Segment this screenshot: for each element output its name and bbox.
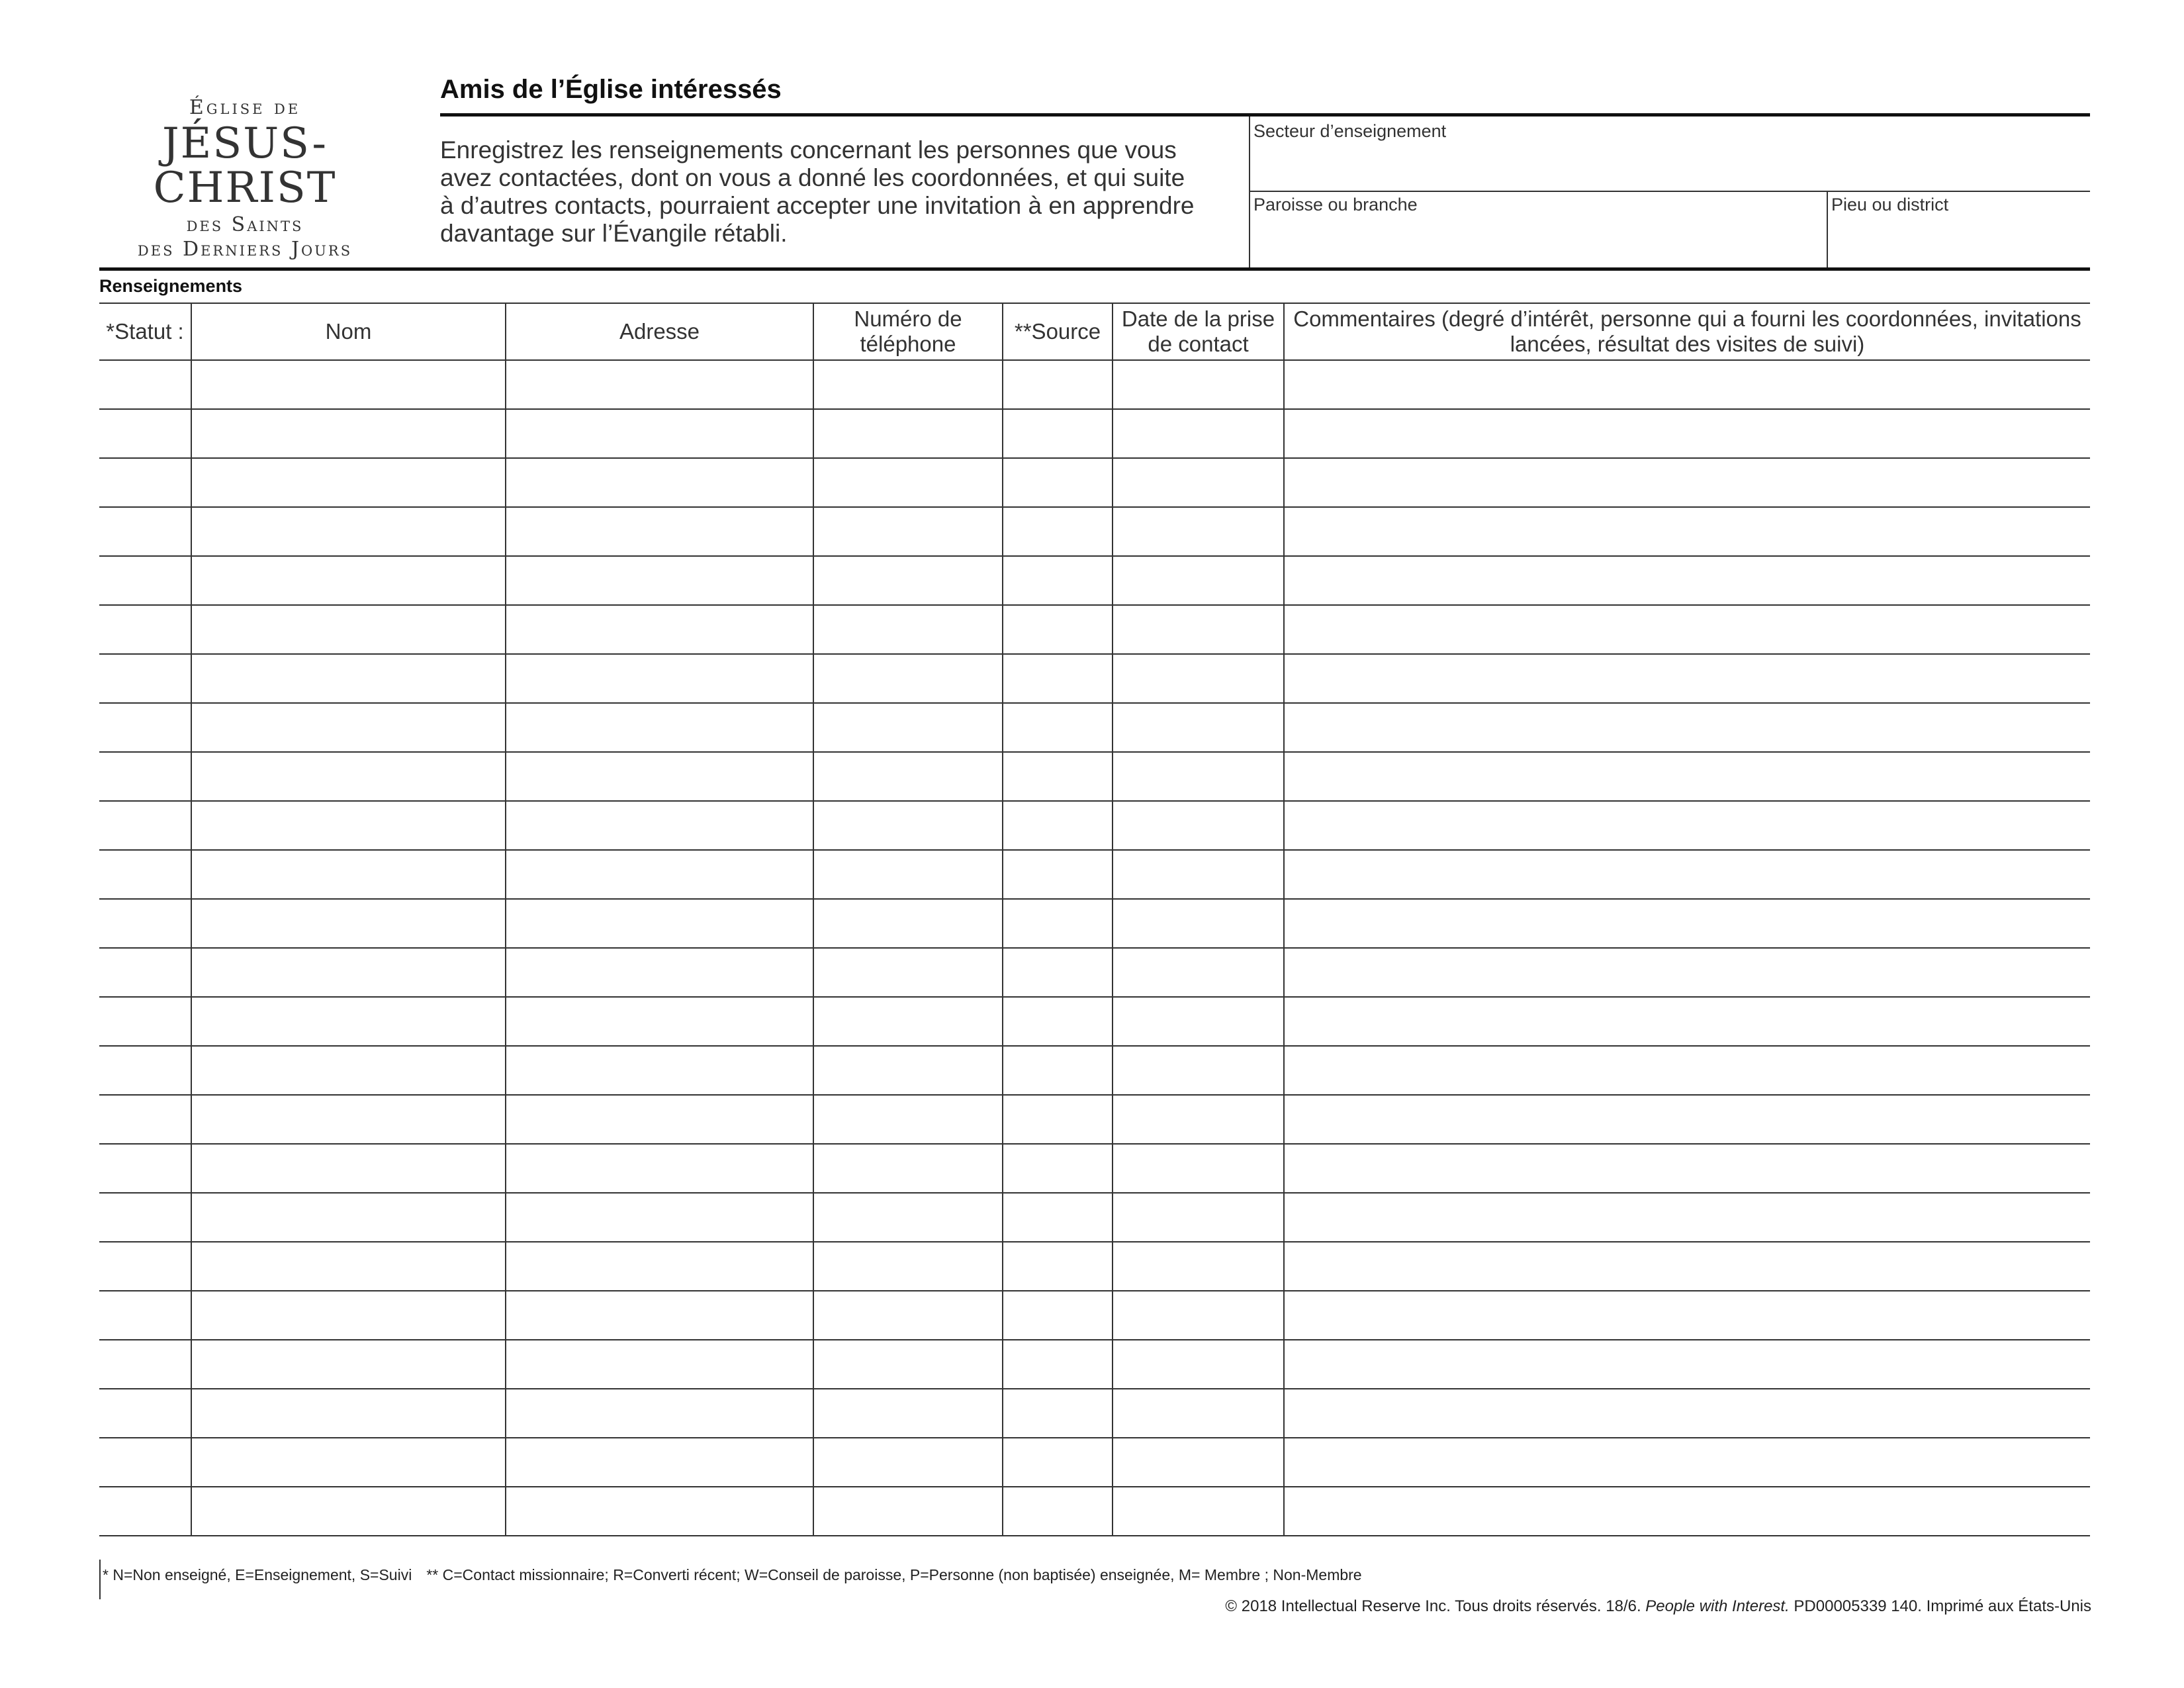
stake-district-field[interactable] bbox=[1831, 216, 2088, 266]
cell-status[interactable] bbox=[99, 1291, 191, 1340]
table-row bbox=[99, 1193, 2090, 1242]
contacts-table bbox=[99, 303, 2090, 1536]
col-name: Nom bbox=[191, 303, 506, 360]
cell-phone[interactable] bbox=[813, 556, 1003, 605]
cell-contact-date[interactable] bbox=[1113, 899, 1284, 948]
cell-status[interactable] bbox=[99, 1144, 191, 1193]
table-row bbox=[99, 1340, 2090, 1389]
cell-contact-date[interactable] bbox=[1113, 1340, 1284, 1389]
logo-line-3: des Saints bbox=[186, 213, 304, 237]
cell-source[interactable] bbox=[1003, 752, 1113, 801]
cell-contact-date[interactable] bbox=[1113, 458, 1284, 507]
cell-phone[interactable] bbox=[813, 703, 1003, 752]
cell-source[interactable] bbox=[1003, 1340, 1113, 1389]
cell-address[interactable] bbox=[506, 654, 813, 703]
cell-comments[interactable] bbox=[1284, 1144, 2090, 1193]
cell-comments[interactable] bbox=[1284, 997, 2090, 1046]
cell-name[interactable] bbox=[191, 360, 506, 409]
col-source: **Source bbox=[1003, 303, 1113, 360]
cell-contact-date[interactable] bbox=[1113, 654, 1284, 703]
cell-contact-date[interactable] bbox=[1113, 556, 1284, 605]
table-row bbox=[99, 997, 2090, 1046]
cell-phone[interactable] bbox=[813, 948, 1003, 997]
cell-address[interactable] bbox=[506, 850, 813, 899]
col-phone: Numéro de téléphone bbox=[813, 303, 1003, 360]
table-row bbox=[99, 1487, 2090, 1536]
cell-name[interactable] bbox=[191, 556, 506, 605]
cell-source[interactable] bbox=[1003, 948, 1113, 997]
cell-status[interactable] bbox=[99, 1046, 191, 1095]
cell-phone[interactable] bbox=[813, 654, 1003, 703]
cell-comments[interactable] bbox=[1284, 948, 2090, 997]
col-contact-date: Date de la prise de contact bbox=[1113, 303, 1284, 360]
fields-divider bbox=[1249, 117, 1250, 269]
cell-comments[interactable] bbox=[1284, 801, 2090, 850]
cell-source[interactable] bbox=[1003, 360, 1113, 409]
cell-name[interactable] bbox=[191, 997, 506, 1046]
cell-status[interactable] bbox=[99, 654, 191, 703]
cell-contact-date[interactable] bbox=[1113, 1046, 1284, 1095]
cell-source[interactable] bbox=[1003, 899, 1113, 948]
cell-contact-date[interactable] bbox=[1113, 1487, 1284, 1536]
intro-line: avez contactées, dont on vous a donné les coordonnées, et qui suite bbox=[440, 164, 1185, 191]
logo-line-4: des Derniers Jours bbox=[137, 238, 353, 261]
intro-line: davantage sur l’Évangile rétabli. bbox=[440, 220, 788, 247]
cell-name[interactable] bbox=[191, 1340, 506, 1389]
cell-name[interactable] bbox=[191, 1144, 506, 1193]
cell-address[interactable] bbox=[506, 997, 813, 1046]
cell-source[interactable] bbox=[1003, 1438, 1113, 1487]
table-row bbox=[99, 948, 2090, 997]
table-row bbox=[99, 360, 2090, 409]
cell-status[interactable] bbox=[99, 1340, 191, 1389]
col-status: *Statut : bbox=[99, 303, 191, 360]
fields-separator bbox=[1249, 191, 2090, 192]
cell-name[interactable] bbox=[191, 850, 506, 899]
cell-phone[interactable] bbox=[813, 605, 1003, 654]
cell-comments[interactable] bbox=[1284, 507, 2090, 556]
cell-phone[interactable] bbox=[813, 1242, 1003, 1291]
cell-source[interactable] bbox=[1003, 458, 1113, 507]
cell-contact-date[interactable] bbox=[1113, 1144, 1284, 1193]
cell-contact-date[interactable] bbox=[1113, 360, 1284, 409]
cell-phone[interactable] bbox=[813, 1291, 1003, 1340]
logo-line-1: Église de bbox=[189, 96, 301, 119]
cell-contact-date[interactable] bbox=[1113, 1193, 1284, 1242]
col-address: Adresse bbox=[506, 303, 813, 360]
cell-source[interactable] bbox=[1003, 409, 1113, 458]
cell-comments[interactable] bbox=[1284, 605, 2090, 654]
cell-contact-date[interactable] bbox=[1113, 1438, 1284, 1487]
cell-comments[interactable] bbox=[1284, 1340, 2090, 1389]
cell-phone[interactable] bbox=[813, 1389, 1003, 1438]
form-title: Amis de l’Église intéressés bbox=[440, 75, 782, 104]
cell-contact-date[interactable] bbox=[1113, 1291, 1284, 1340]
cell-phone[interactable] bbox=[813, 458, 1003, 507]
cell-phone[interactable] bbox=[813, 850, 1003, 899]
table-row bbox=[99, 1095, 2090, 1144]
cell-name[interactable] bbox=[191, 1242, 506, 1291]
cell-contact-date[interactable] bbox=[1113, 1389, 1284, 1438]
cell-contact-date[interactable] bbox=[1113, 1242, 1284, 1291]
ward-branch-label: Paroisse ou branche bbox=[1253, 195, 1418, 214]
cell-phone[interactable] bbox=[813, 409, 1003, 458]
table-header-row bbox=[99, 303, 2090, 360]
cell-phone[interactable] bbox=[813, 1193, 1003, 1242]
intro-line: Enregistrez les renseignements concernant les personnes que vous bbox=[440, 136, 1177, 164]
cell-source[interactable] bbox=[1003, 997, 1113, 1046]
cell-status[interactable] bbox=[99, 409, 191, 458]
cell-status[interactable] bbox=[99, 1242, 191, 1291]
cell-address[interactable] bbox=[506, 458, 813, 507]
cell-source[interactable] bbox=[1003, 703, 1113, 752]
table-row bbox=[99, 1144, 2090, 1193]
legend-source: ** C=Contact missionnaire; R=Converti récent; W=Conseil de paroisse, P=Personne (non baptisée) enseignée, M= Membre ; Non-Membre bbox=[426, 1566, 1362, 1583]
cell-status[interactable] bbox=[99, 997, 191, 1046]
cell-address[interactable] bbox=[506, 948, 813, 997]
cell-source[interactable] bbox=[1003, 850, 1113, 899]
stake-district-label: Pieu ou district bbox=[1831, 195, 1949, 214]
table-row bbox=[99, 1242, 2090, 1291]
cell-name[interactable] bbox=[191, 409, 506, 458]
cell-address[interactable] bbox=[506, 1046, 813, 1095]
cell-contact-date[interactable] bbox=[1113, 409, 1284, 458]
cell-phone[interactable] bbox=[813, 507, 1003, 556]
cell-status[interactable] bbox=[99, 360, 191, 409]
cell-name[interactable] bbox=[191, 899, 506, 948]
table-row bbox=[99, 654, 2090, 703]
cell-address[interactable] bbox=[506, 703, 813, 752]
copyright bbox=[1225, 1597, 2091, 1616]
cell-address[interactable] bbox=[506, 899, 813, 948]
cell-name[interactable] bbox=[191, 654, 506, 703]
cell-name[interactable] bbox=[191, 1389, 506, 1438]
cell-address[interactable] bbox=[506, 1340, 813, 1389]
cell-address[interactable] bbox=[506, 801, 813, 850]
table-row bbox=[99, 507, 2090, 556]
cell-phone[interactable] bbox=[813, 801, 1003, 850]
cell-name[interactable] bbox=[191, 1438, 506, 1487]
cell-source[interactable] bbox=[1003, 605, 1113, 654]
cell-name[interactable] bbox=[191, 1291, 506, 1340]
cell-name[interactable] bbox=[191, 703, 506, 752]
cell-name[interactable] bbox=[191, 458, 506, 507]
table-row bbox=[99, 1438, 2090, 1487]
cell-source[interactable] bbox=[1003, 801, 1113, 850]
logo-line-2: JÉSUS-CHRIST bbox=[153, 119, 337, 213]
cell-source[interactable] bbox=[1003, 1144, 1113, 1193]
cell-name[interactable] bbox=[191, 1487, 506, 1536]
copyright-title: People with Interest. bbox=[1645, 1597, 1790, 1615]
table-row bbox=[99, 458, 2090, 507]
cell-source[interactable] bbox=[1003, 1242, 1113, 1291]
cell-phone[interactable] bbox=[813, 997, 1003, 1046]
title-rule bbox=[440, 113, 2090, 117]
table-row bbox=[99, 1389, 2090, 1438]
cell-address[interactable] bbox=[506, 507, 813, 556]
cell-status[interactable] bbox=[99, 899, 191, 948]
cell-source[interactable] bbox=[1003, 1095, 1113, 1144]
intro-line: à d’autres contacts, pourraient accepter une invitation à en apprendre bbox=[440, 192, 1195, 219]
cell-name[interactable] bbox=[191, 507, 506, 556]
table-row bbox=[99, 605, 2090, 654]
table-row bbox=[99, 899, 2090, 948]
table-row bbox=[99, 850, 2090, 899]
cell-name[interactable] bbox=[191, 801, 506, 850]
table-row bbox=[99, 1291, 2090, 1340]
cell-status[interactable] bbox=[99, 1095, 191, 1144]
cell-status[interactable] bbox=[99, 556, 191, 605]
cell-contact-date[interactable] bbox=[1113, 997, 1284, 1046]
cell-comments[interactable] bbox=[1284, 556, 2090, 605]
cell-comments[interactable] bbox=[1284, 1291, 2090, 1340]
cell-status[interactable] bbox=[99, 850, 191, 899]
cell-comments[interactable] bbox=[1284, 1046, 2090, 1095]
cell-contact-date[interactable] bbox=[1113, 1095, 1284, 1144]
cell-status[interactable] bbox=[99, 507, 191, 556]
cell-address[interactable] bbox=[506, 409, 813, 458]
cell-comments[interactable] bbox=[1284, 458, 2090, 507]
cell-comments[interactable] bbox=[1284, 850, 2090, 899]
cell-contact-date[interactable] bbox=[1113, 801, 1284, 850]
cell-source[interactable] bbox=[1003, 556, 1113, 605]
cell-address[interactable] bbox=[506, 1193, 813, 1242]
cell-phone[interactable] bbox=[813, 752, 1003, 801]
teaching-area-label: Secteur d’enseignement bbox=[1253, 121, 1447, 141]
cell-phone[interactable] bbox=[813, 1095, 1003, 1144]
cell-name[interactable] bbox=[191, 948, 506, 997]
cell-comments[interactable] bbox=[1284, 899, 2090, 948]
cell-phone[interactable] bbox=[813, 1046, 1003, 1095]
cell-comments[interactable] bbox=[1284, 1193, 2090, 1242]
cell-address[interactable] bbox=[506, 1095, 813, 1144]
legend-tick bbox=[99, 1560, 101, 1599]
cell-comments[interactable] bbox=[1284, 360, 2090, 409]
cell-address[interactable] bbox=[506, 1144, 813, 1193]
cell-source[interactable] bbox=[1003, 654, 1113, 703]
section-title: Renseignements bbox=[99, 276, 243, 296]
cell-phone[interactable] bbox=[813, 1438, 1003, 1487]
cell-status[interactable] bbox=[99, 605, 191, 654]
cell-name[interactable] bbox=[191, 1095, 506, 1144]
table-row bbox=[99, 409, 2090, 458]
cell-address[interactable] bbox=[506, 1242, 813, 1291]
cell-comments[interactable] bbox=[1284, 1242, 2090, 1291]
stake-divider bbox=[1827, 191, 1828, 269]
legend-status: * N=Non enseigné, E=Enseignement, S=Suivi bbox=[103, 1566, 412, 1583]
cell-status[interactable] bbox=[99, 752, 191, 801]
cell-name[interactable] bbox=[191, 1046, 506, 1095]
cell-address[interactable] bbox=[506, 1389, 813, 1438]
table-row bbox=[99, 752, 2090, 801]
col-comments: Commentaires (degré d’intérêt, personne qui a fourni les coordonnées, invitations lancées, résultat des visites de suivi) bbox=[1284, 303, 2090, 360]
legend bbox=[103, 1566, 1362, 1584]
cell-source[interactable] bbox=[1003, 1389, 1113, 1438]
cell-contact-date[interactable] bbox=[1113, 507, 1284, 556]
cell-phone[interactable] bbox=[813, 899, 1003, 948]
church-logo bbox=[86, 96, 404, 261]
teaching-area-field[interactable] bbox=[1253, 142, 2087, 189]
cell-address[interactable] bbox=[506, 1487, 813, 1536]
cell-address[interactable] bbox=[506, 360, 813, 409]
copyright-prefix: © 2018 Intellectual Reserve Inc. Tous droits réservés. 18/6. bbox=[1225, 1597, 1641, 1615]
cell-phone[interactable] bbox=[813, 1144, 1003, 1193]
cell-name[interactable] bbox=[191, 752, 506, 801]
cell-status[interactable] bbox=[99, 1193, 191, 1242]
cell-source[interactable] bbox=[1003, 1046, 1113, 1095]
cell-name[interactable] bbox=[191, 605, 506, 654]
cell-source[interactable] bbox=[1003, 1487, 1113, 1536]
table-row bbox=[99, 801, 2090, 850]
copyright-suffix: PD00005339 140. Imprimé aux États-Unis bbox=[1794, 1597, 2091, 1615]
cell-address[interactable] bbox=[506, 605, 813, 654]
cell-source[interactable] bbox=[1003, 507, 1113, 556]
header-bottom-rule bbox=[99, 267, 2090, 271]
cell-status[interactable] bbox=[99, 1487, 191, 1536]
cell-source[interactable] bbox=[1003, 1291, 1113, 1340]
cell-comments[interactable] bbox=[1284, 409, 2090, 458]
table-row bbox=[99, 1046, 2090, 1095]
cell-contact-date[interactable] bbox=[1113, 752, 1284, 801]
cell-contact-date[interactable] bbox=[1113, 703, 1284, 752]
cell-address[interactable] bbox=[506, 752, 813, 801]
cell-phone[interactable] bbox=[813, 360, 1003, 409]
table-row bbox=[99, 703, 2090, 752]
cell-status[interactable] bbox=[99, 1389, 191, 1438]
cell-contact-date[interactable] bbox=[1113, 605, 1284, 654]
cell-comments[interactable] bbox=[1284, 1389, 2090, 1438]
cell-comments[interactable] bbox=[1284, 1487, 2090, 1536]
cell-comments[interactable] bbox=[1284, 752, 2090, 801]
cell-contact-date[interactable] bbox=[1113, 850, 1284, 899]
cell-contact-date[interactable] bbox=[1113, 948, 1284, 997]
cell-name[interactable] bbox=[191, 1193, 506, 1242]
cell-address[interactable] bbox=[506, 1438, 813, 1487]
cell-comments[interactable] bbox=[1284, 1438, 2090, 1487]
cell-status[interactable] bbox=[99, 458, 191, 507]
cell-comments[interactable] bbox=[1284, 1095, 2090, 1144]
cell-source[interactable] bbox=[1003, 1193, 1113, 1242]
table-row bbox=[99, 556, 2090, 605]
cell-address[interactable] bbox=[506, 556, 813, 605]
intro-text bbox=[440, 136, 1234, 248]
cell-address[interactable] bbox=[506, 1291, 813, 1340]
cell-phone[interactable] bbox=[813, 1487, 1003, 1536]
cell-comments[interactable] bbox=[1284, 654, 2090, 703]
cell-phone[interactable] bbox=[813, 1340, 1003, 1389]
cell-status[interactable] bbox=[99, 1438, 191, 1487]
cell-status[interactable] bbox=[99, 801, 191, 850]
ward-branch-field[interactable] bbox=[1253, 216, 1823, 266]
cell-status[interactable] bbox=[99, 703, 191, 752]
cell-comments[interactable] bbox=[1284, 703, 2090, 752]
cell-status[interactable] bbox=[99, 948, 191, 997]
